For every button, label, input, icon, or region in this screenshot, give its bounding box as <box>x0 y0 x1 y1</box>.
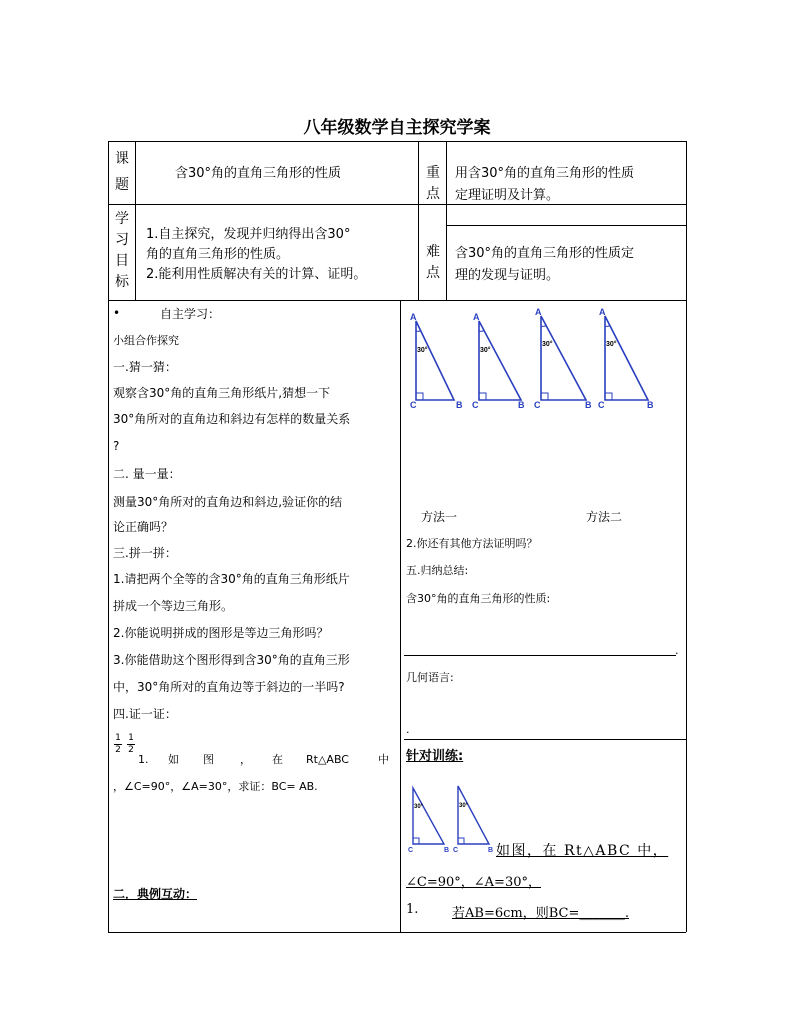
diff-line-2: 理的发现与证明。 <box>455 268 560 283</box>
label-30: 30° <box>542 341 553 348</box>
answer-line <box>404 655 676 656</box>
label-A: A <box>473 312 480 322</box>
practice-q-num: 1. <box>406 902 419 917</box>
bullet: • <box>113 306 121 320</box>
answer-end-dot: . <box>675 644 679 657</box>
label-30: 30° <box>417 347 428 354</box>
goal-label: 学 习 目 标 <box>115 211 129 290</box>
practice-triangles <box>404 778 504 858</box>
mid-col-divider-b <box>446 141 447 300</box>
practice-line-2: ∠C=90°，∠A=30°， <box>406 875 541 890</box>
prove-line-2: ，∠C=90°，∠A=30°，求证：BC= AB. <box>113 780 318 793</box>
guess-heading: 一.猜一猜： <box>113 360 177 374</box>
fraction-1 <box>114 733 122 756</box>
label-B: B <box>585 400 592 410</box>
triangle-3 <box>534 307 592 410</box>
goal-line-3: 2.能利用性质解决有关的计算、证明。 <box>146 267 367 282</box>
practice-line-1: 如图，在 Rt△ABC 中， <box>496 843 669 859</box>
practice-triangle-1-shape <box>413 788 444 844</box>
prove-heading: 四.证一证： <box>113 707 177 721</box>
label-C: C <box>534 400 541 410</box>
piece-line-2: 拼成一个等边三角形。 <box>113 599 234 613</box>
right-angle-mark <box>541 393 548 400</box>
triangle-1-shape <box>416 321 454 400</box>
triangle-4 <box>598 307 654 410</box>
self-study-heading: 自主学习： <box>160 307 221 321</box>
right-angle-mark <box>458 838 464 844</box>
topic-text: 含30°角的直角三角形的性质 <box>175 166 342 181</box>
page-title: 八年级数学自主探究学案 <box>303 118 491 138</box>
topic-label: 课 题 <box>115 151 129 193</box>
row-divider-1 <box>108 204 686 205</box>
guess-line-3: ? <box>113 439 120 453</box>
right-inner-divider <box>446 225 686 226</box>
geo-language-dot: . <box>406 723 410 736</box>
method-2-label: 方法二 <box>586 510 623 524</box>
prove-1-word-3: 在 <box>272 753 283 766</box>
label-B: B <box>518 400 525 410</box>
label-C: C <box>453 847 459 854</box>
piece-heading: 三.拼一拼： <box>113 546 177 560</box>
piece-line-1: 1.请把两个全等的含30°角的直角三角形纸片 <box>113 572 350 586</box>
label-C: C <box>410 400 417 410</box>
mid-col-divider-a <box>418 141 419 300</box>
table-bottom-border <box>108 932 686 933</box>
right-angle-mark <box>605 393 612 400</box>
prove-1-rt-abc: Rt△ABC <box>306 753 349 766</box>
right-angle-mark <box>479 393 486 400</box>
measure-line-1: 测量30°角所对的直角边和斜边,验证你的结 <box>113 495 343 509</box>
guess-line-1: 观察含30°角的直角三角形纸片,猜想一下 <box>113 386 331 400</box>
group-heading: 小组合作探究 <box>113 334 179 347</box>
summary-heading: 五.归纳总结: <box>406 564 469 577</box>
prove-1-word-2: 图 <box>203 753 214 766</box>
triangle-3-shape <box>541 316 586 400</box>
diff-label: 难 点 <box>426 244 440 281</box>
piece-line-4: 3.你能借助这个图形得到含30°角的直角三形 <box>113 653 350 667</box>
measure-heading: 二. 量一量： <box>113 467 181 481</box>
label-C: C <box>598 400 605 410</box>
diff-line-1: 含30°角的直角三角形的性质定 <box>455 246 635 261</box>
label-30: 30° <box>459 803 469 809</box>
prove-1-word-1: 如 <box>168 753 179 766</box>
triangle-1 <box>410 312 463 410</box>
measure-line-2: 论正确吗？ <box>113 520 174 534</box>
key-line-2: 定理证明及计算。 <box>455 188 560 203</box>
table-top-border <box>108 141 686 142</box>
piece-line-3: 2.你能说明拼成的图形是等边三角形吗？ <box>113 626 329 640</box>
practice-divider <box>404 739 686 740</box>
fraction-2 <box>127 733 135 756</box>
practice-triangle-2-shape <box>458 786 489 844</box>
label-C: C <box>408 847 414 854</box>
example-heading: 二．典例互动： <box>113 887 198 901</box>
prove-1-num: 1. <box>138 753 149 766</box>
right-angle-mark <box>416 393 423 400</box>
prove-1-word-4: 中 <box>378 753 389 766</box>
table-right-border <box>686 141 687 932</box>
fraction-denominator: 2 <box>128 745 134 755</box>
label-col-divider <box>135 141 136 300</box>
body-col-divider <box>400 300 401 932</box>
key-label: 重 点 <box>426 165 440 202</box>
fraction-denominator: 2 <box>115 745 121 755</box>
label-B: B <box>647 400 654 410</box>
practice-triangle-2 <box>453 786 493 854</box>
practice-triangle-1 <box>408 788 449 854</box>
label-A: A <box>410 312 417 322</box>
label-A: A <box>535 307 542 317</box>
goal-line-2: 角的直角三角形的性质。 <box>146 247 290 262</box>
row-divider-2 <box>108 300 686 301</box>
right-angle-mark <box>413 838 419 844</box>
label-B: B <box>456 400 463 410</box>
triangle-figures <box>404 304 684 412</box>
key-line-1: 用含30°角的直角三角形的性质 <box>455 166 635 181</box>
label-30: 30° <box>606 341 617 348</box>
fraction-numerator: 1 <box>128 733 134 743</box>
practice-question-1: 若AB=6cm，则BC=_______. <box>452 906 629 921</box>
method-1-label: 方法一 <box>421 510 458 524</box>
practice-heading: 针对训练: <box>406 749 464 764</box>
label-B: B <box>444 847 450 854</box>
guess-line-2: 30°角所对的直角边和斜边有怎样的数量关系 <box>113 412 351 426</box>
fraction-numerator: 1 <box>115 733 121 743</box>
label-A: A <box>599 307 606 317</box>
geo-language-label: 几何语言: <box>406 671 454 684</box>
summary-line: 含30°角的直角三角形的性质: <box>406 592 551 605</box>
triangle-2-shape <box>479 321 521 400</box>
label-C: C <box>472 400 479 410</box>
piece-line-5: 中，30°角所对的直角边等于斜边的一半吗? <box>113 680 345 694</box>
label-30: 30° <box>414 804 424 810</box>
prove-1-comma: ， <box>240 753 251 766</box>
triangle-2 <box>472 312 525 410</box>
other-method-question: 2.你还有其他方法证明吗？ <box>406 537 538 550</box>
table-left-border <box>108 141 109 932</box>
label-B: B <box>488 847 494 854</box>
goal-line-1: 1.自主探究，发现并归纳得出含30° <box>146 227 351 242</box>
label-30: 30° <box>480 347 491 354</box>
triangle-4-shape <box>605 316 648 400</box>
